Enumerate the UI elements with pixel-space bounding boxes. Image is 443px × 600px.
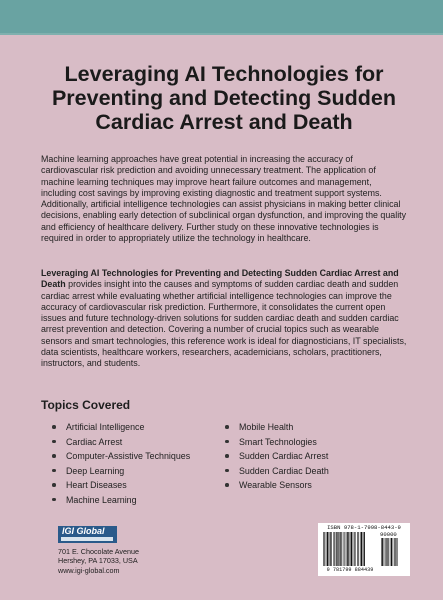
address-line-1: 701 E. Chocolate Avenue [58, 547, 139, 556]
topic-label: Machine Learning [66, 494, 137, 505]
topics-list-right [225, 420, 329, 493]
bullet-icon [52, 440, 56, 444]
publisher-logo-text: IGI Global [62, 526, 105, 536]
list-item [52, 449, 190, 464]
list-item [225, 449, 329, 464]
list-item [225, 464, 329, 479]
bullet-icon [225, 425, 229, 429]
bullet-icon [52, 454, 56, 458]
topic-label: Wearable Sensors [239, 480, 312, 490]
topic-label: Mobile Health [239, 422, 294, 432]
publisher-website: www.igi-global.com [58, 565, 120, 575]
topics-list-left [52, 420, 190, 507]
isbn-text: ISBN 978-1-7998-8443-9 [327, 524, 401, 531]
topic-label: Sudden Cardiac Arrest [239, 451, 329, 461]
topic-label: Smart Technologies [239, 436, 317, 447]
description-book-title: Leveraging AI Technologies for Preventing and Detecting Sudden Cardiac Arrest and Death [41, 268, 399, 290]
description-paragraph [41, 268, 409, 370]
topic-label: Cardiac Arrest [66, 436, 123, 447]
bullet-icon [225, 483, 229, 487]
description-text: provides insight into the causes and symptoms of sudden cardiac death and sudden cardiac arrest while evaluating whether artificial intelligence technologies can improve the accuracy of cardiovascular risk prediction. Furthermore, it consolidates the current open issues and future technology-driven solutions for sudden cardiac death and sudden cardiac arrest prevention and detection. Covering a number of crucial topics such as wearable sensors and smart technologies, this reference work is ideal for diagnosticians, IT specialists, data scientists, healthcare workers, researchers, academicians, scholars, practitioners, instructors, and students. [41, 279, 407, 369]
list-item [52, 435, 190, 450]
top-color-band [0, 0, 443, 33]
list-item [225, 420, 329, 435]
publisher-logo [58, 526, 117, 543]
topics-heading: Topics Covered [41, 398, 131, 412]
publisher-address [58, 547, 139, 575]
list-item [225, 435, 329, 450]
topic-label: Deep Learning [66, 465, 125, 476]
barcode-addon-icon [381, 538, 406, 566]
topic-label: Artificial Intelligence [66, 422, 145, 432]
ean-digits: 9 781799 884439 [326, 567, 374, 573]
list-item [225, 478, 329, 493]
list-item [52, 420, 190, 435]
list-item [52, 478, 190, 493]
topic-label: Sudden Cardiac Death [239, 465, 329, 476]
bullet-icon [225, 440, 229, 444]
book-title: Leveraging AI Technologies for Preventing and Detecting Sudden Cardiac Arrest and Death [51, 62, 397, 134]
topic-label: Heart Diseases [66, 480, 127, 490]
barcode-panel [318, 523, 410, 576]
bullet-icon [52, 469, 56, 473]
address-line-2: Hershey, PA 17033, USA [58, 556, 138, 566]
bullet-icon [225, 454, 229, 458]
barcode-addon-number: 90000 [380, 531, 397, 538]
top-band-divider [0, 33, 443, 35]
list-item [52, 464, 190, 479]
barcode-icon [323, 532, 378, 566]
intro-paragraph: Machine learning approaches have great potential in increasing the accuracy of cardiovascular risk prediction and avoiding unnecessary treatment. The application of machine learning techniques may improve heart failure outcomes and management, including cost savings by improving existing diagnostic and treatment support systems. Additionally, artificial intelligence technologies can assist physicians in making better clinical decisions, enabling early detection of subclinical organ dysfunction, and improving the quality and efficiency of healthcare delivery. Further study on these innovative technologies is required in order to appropriately utilize the technology in healthcare. [41, 154, 407, 244]
bullet-icon [52, 425, 56, 429]
publisher-logo-tagline [61, 537, 113, 541]
list-item [52, 493, 190, 508]
topic-label: Computer-Assistive Techniques [66, 451, 191, 461]
bullet-icon [52, 483, 56, 487]
bullet-icon [52, 498, 56, 502]
bullet-icon [225, 469, 229, 473]
